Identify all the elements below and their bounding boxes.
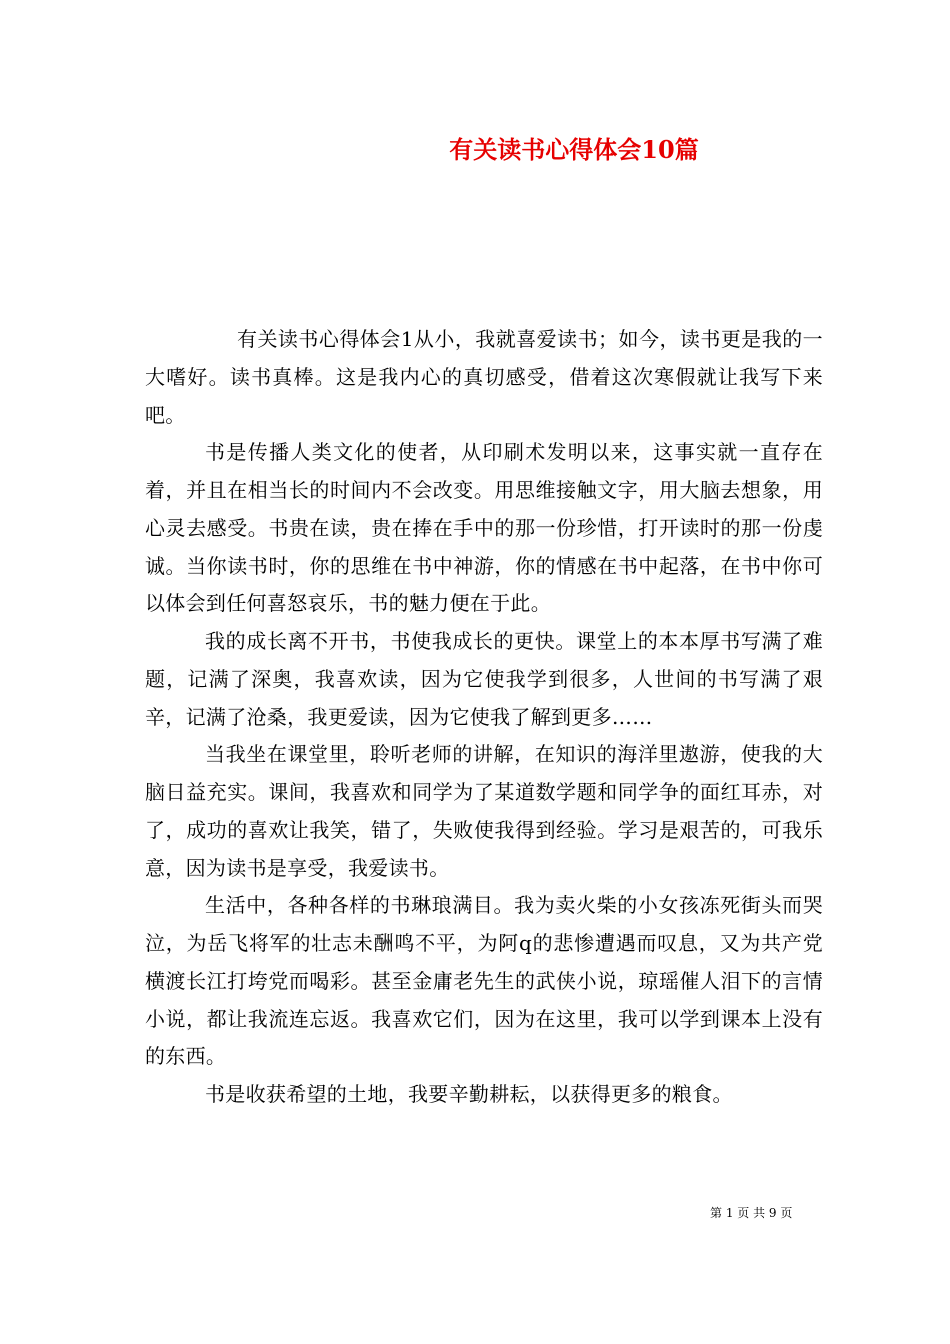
- document-title: 有关读书心得体会10篇: [449, 135, 699, 164]
- paragraph-3: 我的成长离不开书，书使我成长的更快。课堂上的本本厚书写满了难题，记满了深奥，我喜欢读，因为它使我学到很多，人世间的书写满了艰辛，记满了沧桑，我更爱读，因为它使我了解到更多……: [145, 629, 823, 729]
- paragraph-2: 书是传播人类文化的使者，从印刷术发明以来，这事实就一直存在着，并且在相当长的时间内不会改变。用思维接触文字，用大脑去想象，用心灵去感受。书贵在读，贵在捧在手中的那一份珍惜，打开读时的那一份虔诚。当你读书时，你的思维在书中神游，你的情感在书中起落，在书中你可以体会到任何喜怒哀乐，书的魅力便在于此。: [145, 440, 823, 616]
- paragraph-1: 有关读书心得体会1从小，我就喜爱读书；如今，读书更是我的一大嗜好。读书真棒。这是我内心的真切感受，借着这次寒假就让我写下来吧。: [145, 327, 823, 427]
- paragraph-5: 生活中，各种各样的书琳琅满目。我为卖火柴的小女孩冻死街头而哭泣，为岳飞将军的壮志未酬鸣不平，为阿q的悲惨遭遇而叹息，又为共产党横渡长江打垮党而喝彩。甚至金庸老先生的武侠小说，琼瑶催人泪下的言情小说，都让我流连忘返。我喜欢它们，因为在这里，我可以学到课本上没有的东西。: [145, 893, 823, 1069]
- document-body: [145, 321, 823, 1114]
- paragraph-4: 当我坐在课堂里，聆听老师的讲解，在知识的海洋里遨游，使我的大脑日益充实。课间，我喜欢和同学为了某道数学题和同学争的面红耳赤，对了，成功的喜欢让我笑，错了，失败使我得到经验。学习是艰苦的，可我乐意，因为读书是享受，我爱读书。: [145, 742, 823, 880]
- paragraph-6: 书是收获希望的土地，我要辛勤耕耘，以获得更多的粮食。: [205, 1082, 733, 1106]
- page-number-footer: 第 1 页 共 9 页: [710, 1206, 793, 1220]
